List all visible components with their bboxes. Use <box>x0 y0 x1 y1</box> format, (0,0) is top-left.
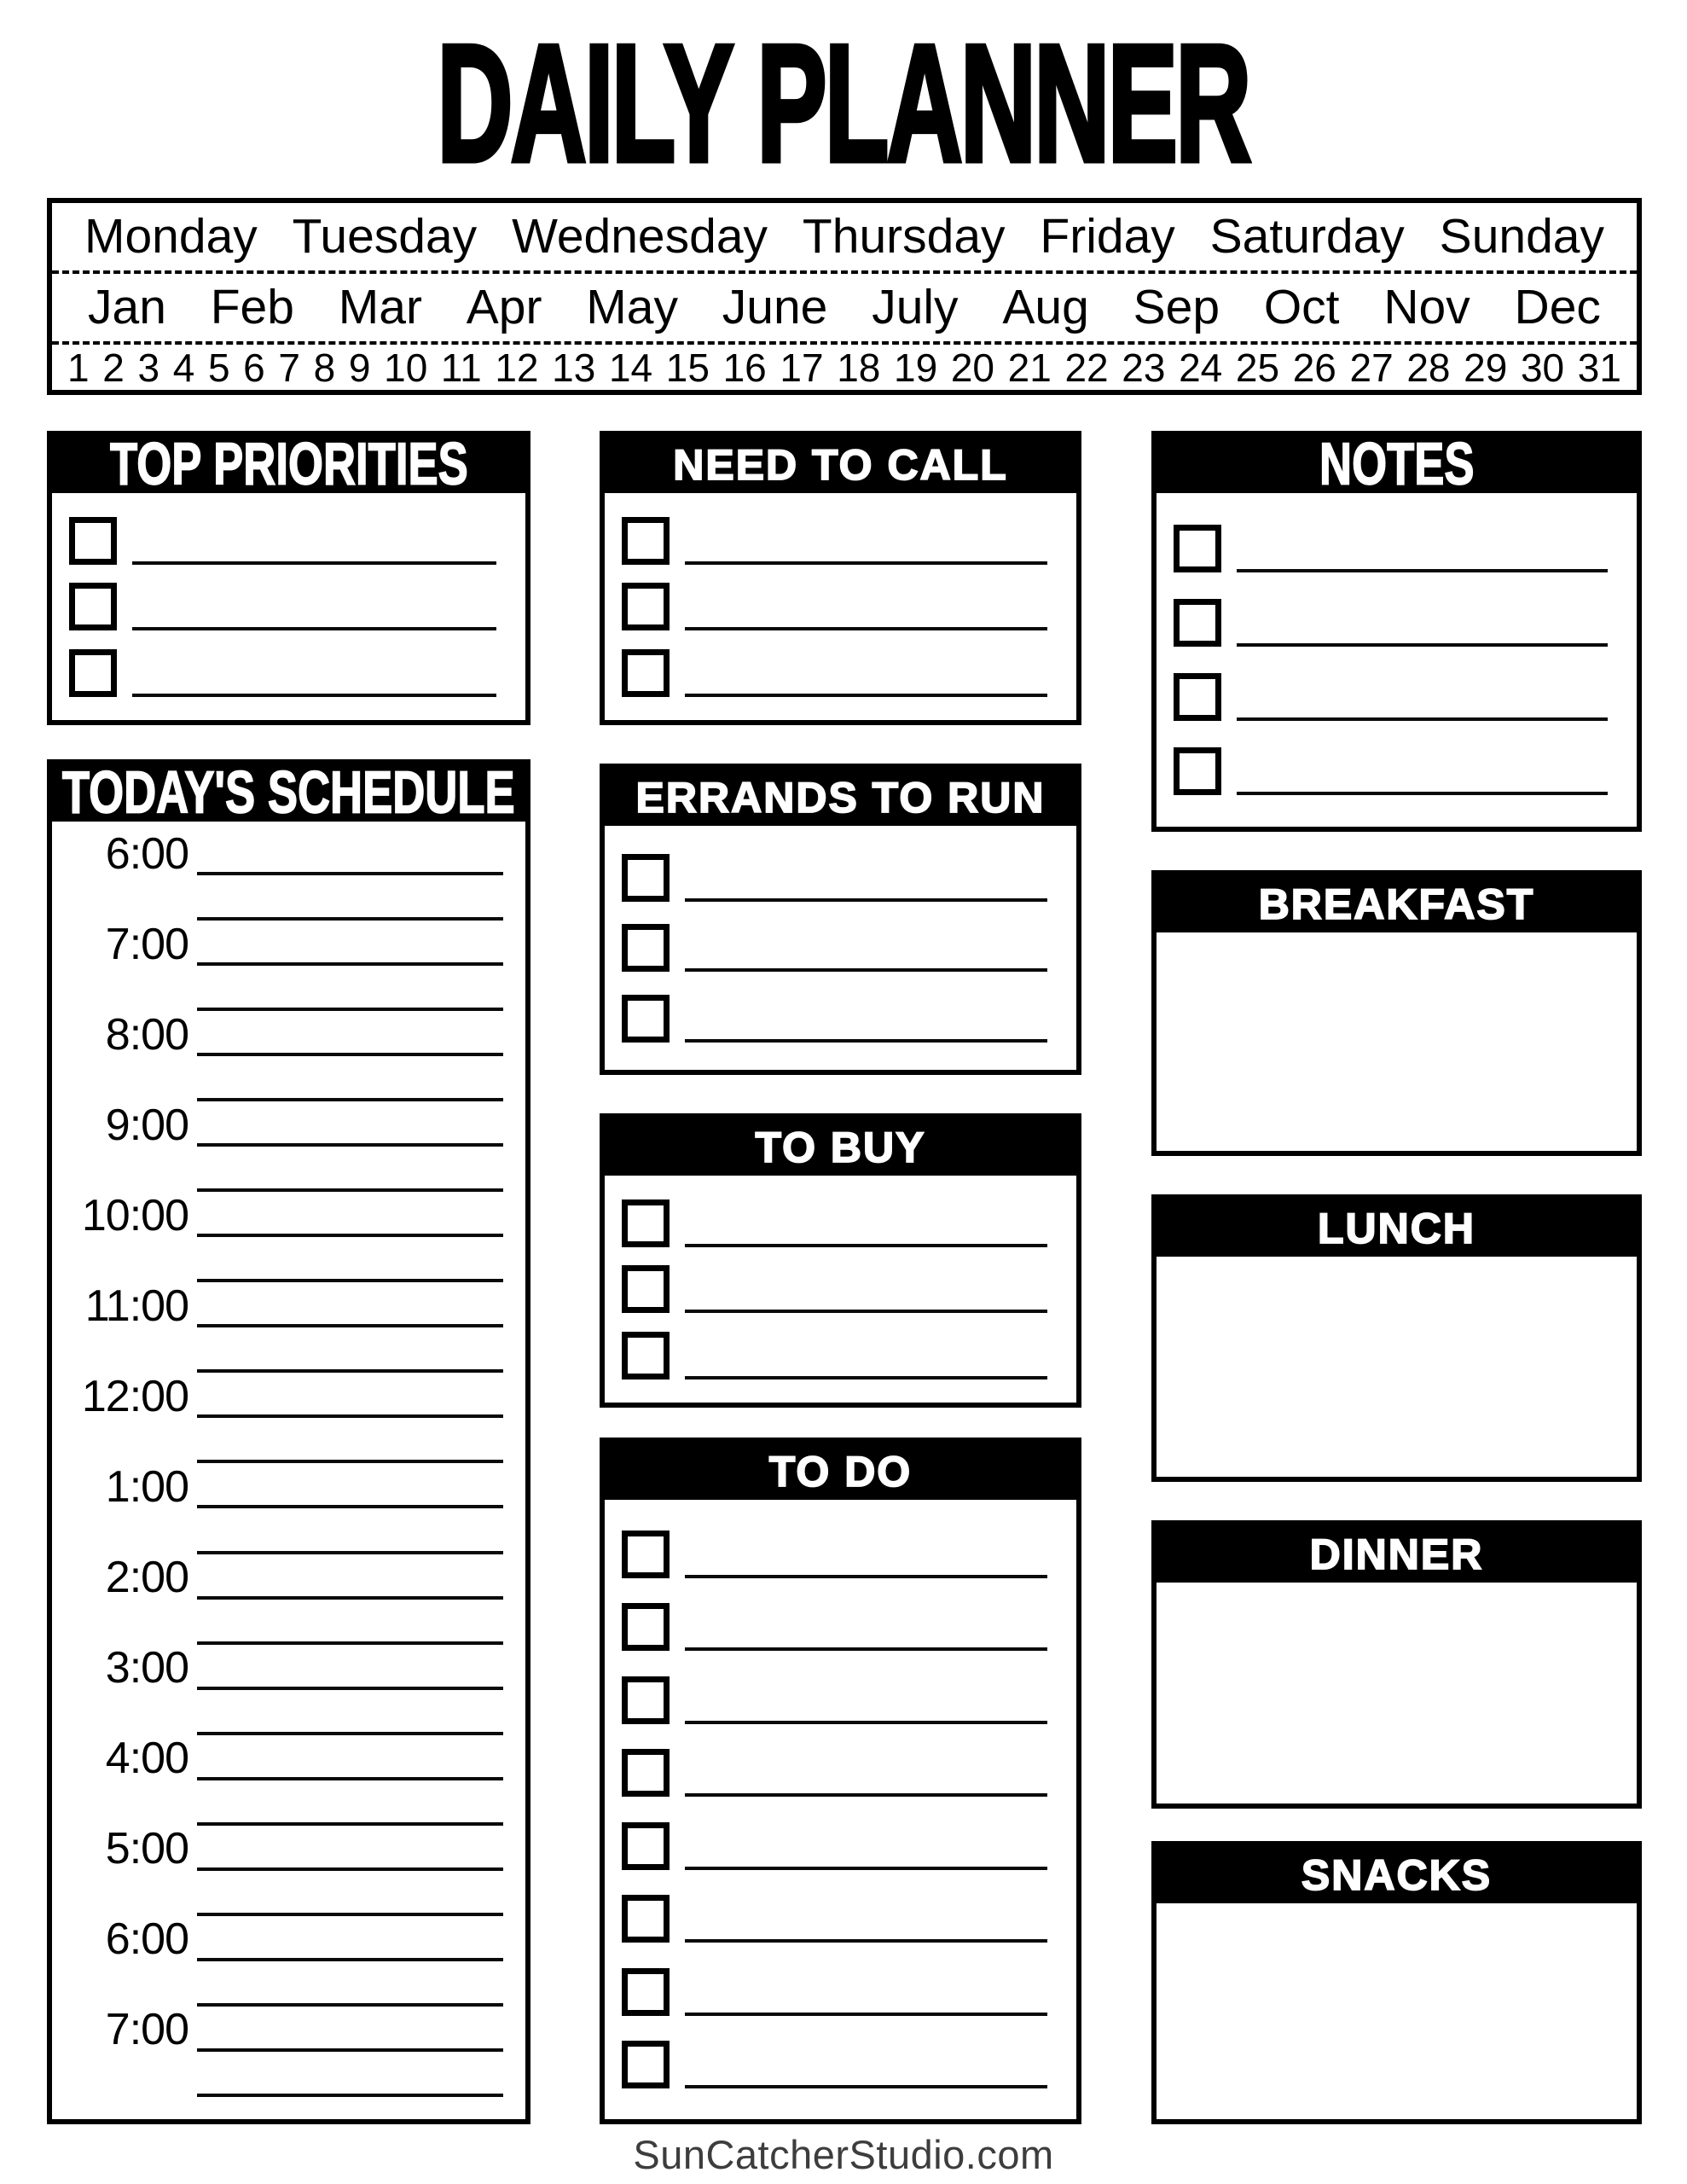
date-label: 23 <box>1122 345 1166 390</box>
checkbox[interactable] <box>622 649 670 697</box>
section-to-do <box>600 1438 1081 2124</box>
checkbox[interactable] <box>1174 747 1221 795</box>
checklist-row <box>605 924 1076 972</box>
checkbox[interactable] <box>1174 525 1221 572</box>
weekday-label: Monday <box>84 209 258 264</box>
errands-list <box>605 826 1076 1070</box>
schedule-slot <box>61 828 503 879</box>
month-label: Aug <box>1002 280 1089 335</box>
notes-title: NOTES <box>1319 431 1475 497</box>
top-priorities-list <box>52 493 525 720</box>
date-label: 30 <box>1520 345 1565 390</box>
dinner-write-in-area <box>1157 1583 1637 1804</box>
date-label: 19 <box>894 345 938 390</box>
checkbox[interactable] <box>622 995 670 1043</box>
write-in-line <box>132 627 496 630</box>
checkbox[interactable] <box>622 1531 670 1578</box>
date-row <box>52 345 1637 390</box>
checklist-row <box>605 1749 1076 1797</box>
date-label: 28 <box>1406 345 1451 390</box>
time-label: 7:00 <box>105 919 188 969</box>
schedule-slot <box>61 1824 503 1874</box>
date-label: 12 <box>495 345 539 390</box>
schedule-slot <box>61 919 503 969</box>
schedule-slot <box>61 966 503 1011</box>
weekday-label: Saturday <box>1209 209 1405 264</box>
write-in-line <box>685 1039 1047 1043</box>
schedule-slot <box>61 1780 503 1826</box>
schedule-slot <box>61 1914 503 1965</box>
schedule-line <box>197 2094 503 2097</box>
write-in-line <box>685 2013 1047 2016</box>
notes-header <box>1157 431 1637 497</box>
time-label: 2:00 <box>105 1553 188 1603</box>
weekday-label: Friday <box>1040 209 1175 264</box>
time-label: 6:00 <box>105 828 188 879</box>
checklist-row <box>1157 747 1637 795</box>
checkbox[interactable] <box>622 924 670 972</box>
month-label: Apr <box>466 280 542 335</box>
checkbox[interactable] <box>622 517 670 565</box>
checkbox[interactable] <box>69 583 117 630</box>
checklist-row <box>52 649 525 697</box>
schedule-slot <box>61 1009 503 1060</box>
date-label: 26 <box>1292 345 1336 390</box>
month-label: Oct <box>1263 280 1340 335</box>
date-label: 27 <box>1349 345 1394 390</box>
date-label: 8 <box>313 345 336 390</box>
section-notes <box>1151 431 1642 832</box>
month-label: Feb <box>210 280 294 335</box>
checklist-row <box>605 1968 1076 2016</box>
schedule-slot <box>61 1237 503 1282</box>
checkbox[interactable] <box>1174 599 1221 647</box>
checklist-row <box>605 1676 1076 1724</box>
lunch-write-in-area <box>1157 1257 1637 1477</box>
date-label: 14 <box>608 345 653 390</box>
need-to-call-list <box>605 493 1076 720</box>
checkbox[interactable] <box>622 1749 670 1797</box>
date-label: 3 <box>137 345 160 390</box>
write-in-line <box>685 1310 1047 1313</box>
date-label: 10 <box>384 345 428 390</box>
checklist-row <box>605 1265 1076 1313</box>
write-in-line <box>1237 569 1608 572</box>
date-label: 11 <box>440 345 482 390</box>
time-label: 9:00 <box>105 1100 188 1150</box>
date-label: 7 <box>278 345 300 390</box>
time-label: 8:00 <box>105 1009 188 1060</box>
checkbox[interactable] <box>69 649 117 697</box>
weekday-label: Tuesday <box>292 209 478 264</box>
date-label: 9 <box>348 345 371 390</box>
checkbox[interactable] <box>622 1968 670 2016</box>
section-breakfast <box>1151 870 1642 1156</box>
schedule-slot <box>61 1508 503 1554</box>
write-in-line <box>1237 792 1608 795</box>
checklist-row <box>52 583 525 630</box>
write-in-line <box>685 1867 1047 1870</box>
checklist-row <box>605 1895 1076 1943</box>
schedule-slot <box>61 1418 503 1463</box>
checkbox[interactable] <box>622 1332 670 1380</box>
write-in-line <box>685 1721 1047 1724</box>
write-in-line <box>685 561 1047 565</box>
calendar-strip <box>47 198 1642 395</box>
notes-list <box>1157 493 1637 827</box>
lunch-title: LUNCH <box>1318 1204 1475 1252</box>
todays-schedule-header <box>52 759 525 826</box>
checklist-row <box>605 854 1076 902</box>
date-label: 17 <box>780 345 824 390</box>
write-in-line <box>685 1575 1047 1578</box>
section-errands-to-run <box>600 764 1081 1075</box>
schedule-slot <box>61 1372 503 1422</box>
schedule-slot <box>61 1553 503 1603</box>
need-to-call-header <box>605 436 1076 493</box>
schedule-slot <box>61 875 503 921</box>
checkbox[interactable] <box>1174 673 1221 721</box>
write-in-line <box>685 1376 1047 1380</box>
time-label: 5:00 <box>105 1824 188 1874</box>
section-todays-schedule <box>47 759 530 2124</box>
month-label: June <box>722 280 828 335</box>
month-label: Sep <box>1133 280 1220 335</box>
write-in-line <box>132 561 496 565</box>
date-label: 25 <box>1235 345 1280 390</box>
weekday-label: Wednesday <box>512 209 768 264</box>
write-in-line <box>685 1793 1047 1797</box>
checklist-row <box>605 1332 1076 1380</box>
write-in-line <box>685 2085 1047 2088</box>
month-label: July <box>872 280 959 335</box>
checklist-row <box>605 649 1076 697</box>
checklist-row <box>605 1531 1076 1578</box>
section-lunch <box>1151 1194 1642 1482</box>
schedule-slot <box>61 1690 503 1735</box>
weekday-label: Thursday <box>802 209 1006 264</box>
checklist-row <box>605 583 1076 630</box>
write-in-line <box>685 694 1047 697</box>
checkbox[interactable] <box>622 1822 670 1870</box>
write-in-line <box>685 627 1047 630</box>
section-dinner <box>1151 1520 1642 1809</box>
breakfast-title: BREAKFAST <box>1258 880 1535 928</box>
to-buy-header <box>605 1118 1076 1176</box>
section-top-priorities <box>47 431 530 725</box>
schedule-slot <box>61 1327 503 1373</box>
date-label: 21 <box>1007 345 1052 390</box>
schedule-slot <box>61 1734 503 1784</box>
date-label: 16 <box>722 345 767 390</box>
checklist-row <box>605 2041 1076 2088</box>
schedule-slot <box>61 1961 503 2007</box>
schedule-slot <box>61 2005 503 2055</box>
checkbox[interactable] <box>622 2041 670 2088</box>
schedule-slot <box>61 1871 503 1916</box>
write-in-line <box>685 898 1047 902</box>
time-label: 12:00 <box>81 1372 188 1422</box>
schedule-grid <box>52 822 525 2119</box>
schedule-slot <box>61 1462 503 1513</box>
date-label: 22 <box>1064 345 1109 390</box>
date-label: 4 <box>172 345 195 390</box>
checkbox[interactable] <box>622 854 670 902</box>
checklist-row <box>605 1603 1076 1651</box>
checklist-row <box>1157 525 1637 572</box>
date-label: 29 <box>1464 345 1508 390</box>
snacks-write-in-area <box>1157 1903 1637 2119</box>
to-do-header <box>605 1443 1076 1500</box>
page-title <box>0 9 1687 196</box>
time-label: 1:00 <box>105 1462 188 1513</box>
checkbox[interactable] <box>622 583 670 630</box>
schedule-slot <box>61 1100 503 1150</box>
write-in-line <box>685 1244 1047 1247</box>
to-do-list <box>605 1500 1076 2119</box>
checkbox[interactable] <box>622 1603 670 1651</box>
date-label: 1 <box>67 345 90 390</box>
checklist-row <box>605 995 1076 1043</box>
date-label: 24 <box>1179 345 1223 390</box>
weekday-row <box>52 203 1637 270</box>
to-do-title: TO DO <box>768 1447 913 1496</box>
date-label: 31 <box>1577 345 1621 390</box>
checklist-row <box>1157 599 1637 647</box>
time-label: 10:00 <box>81 1190 188 1240</box>
top-priorities-header <box>52 431 525 497</box>
checklist-row <box>52 517 525 565</box>
month-label: Nov <box>1383 280 1470 335</box>
date-label: 6 <box>243 345 265 390</box>
schedule-slot <box>61 1600 503 1645</box>
date-label: 15 <box>665 345 710 390</box>
checkbox[interactable] <box>622 1676 670 1724</box>
weekday-label: Sunday <box>1439 209 1604 264</box>
schedule-slot <box>61 1190 503 1240</box>
schedule-slot <box>61 1147 503 1192</box>
section-snacks <box>1151 1841 1642 2124</box>
lunch-header <box>1157 1199 1637 1257</box>
dinner-header <box>1157 1525 1637 1583</box>
time-label: 11:00 <box>84 1281 188 1331</box>
breakfast-header <box>1157 875 1637 932</box>
checklist-row <box>605 1822 1076 1870</box>
date-label: 13 <box>552 345 596 390</box>
to-buy-title: TO BUY <box>755 1123 926 1171</box>
time-label: 7:00 <box>105 2005 188 2055</box>
time-label: 6:00 <box>105 1914 188 1965</box>
top-priorities-title: TOP PRIORITIES <box>109 431 468 497</box>
month-row <box>52 270 1637 345</box>
checkbox[interactable] <box>622 1265 670 1313</box>
schedule-slot <box>61 1643 503 1693</box>
breakfast-write-in-area <box>1157 932 1637 1151</box>
section-to-buy <box>600 1113 1081 1408</box>
write-in-line <box>1237 643 1608 647</box>
date-label: 2 <box>102 345 125 390</box>
time-label: 4:00 <box>105 1734 188 1784</box>
need-to-call-title: NEED TO CALL <box>673 440 1008 489</box>
time-label: 3:00 <box>105 1643 188 1693</box>
date-label: 18 <box>837 345 881 390</box>
month-label: Mar <box>338 280 422 335</box>
snacks-header <box>1157 1846 1637 1903</box>
write-in-line <box>685 1647 1047 1651</box>
month-label: May <box>586 280 678 335</box>
site-credit: SunCatcherStudio.com <box>633 2132 1054 2177</box>
errands-header <box>605 769 1076 826</box>
date-label: 20 <box>950 345 994 390</box>
schedule-slot <box>61 1056 503 1101</box>
checkbox[interactable] <box>69 517 117 565</box>
schedule-slot <box>61 2052 503 2097</box>
todays-schedule-title: TODAY'S SCHEDULE <box>62 759 515 826</box>
to-buy-list <box>605 1176 1076 1403</box>
checkbox[interactable] <box>622 1895 670 1943</box>
write-in-line <box>1237 717 1608 721</box>
dinner-title: DINNER <box>1309 1530 1484 1578</box>
month-label: Jan <box>88 280 166 335</box>
snacks-title: SNACKS <box>1301 1850 1493 1899</box>
month-label: Dec <box>1514 280 1601 335</box>
write-in-line <box>132 694 496 697</box>
section-need-to-call <box>600 431 1081 725</box>
checklist-row <box>605 517 1076 565</box>
checklist-row <box>605 1199 1076 1247</box>
write-in-line <box>685 968 1047 972</box>
checklist-row <box>1157 673 1637 721</box>
schedule-slot <box>61 1281 503 1331</box>
write-in-line <box>685 1939 1047 1943</box>
page-title-text: DAILY PLANNER <box>437 9 1250 196</box>
checkbox[interactable] <box>622 1199 670 1247</box>
date-label: 5 <box>207 345 230 390</box>
errands-title: ERRANDS TO RUN <box>635 773 1046 822</box>
